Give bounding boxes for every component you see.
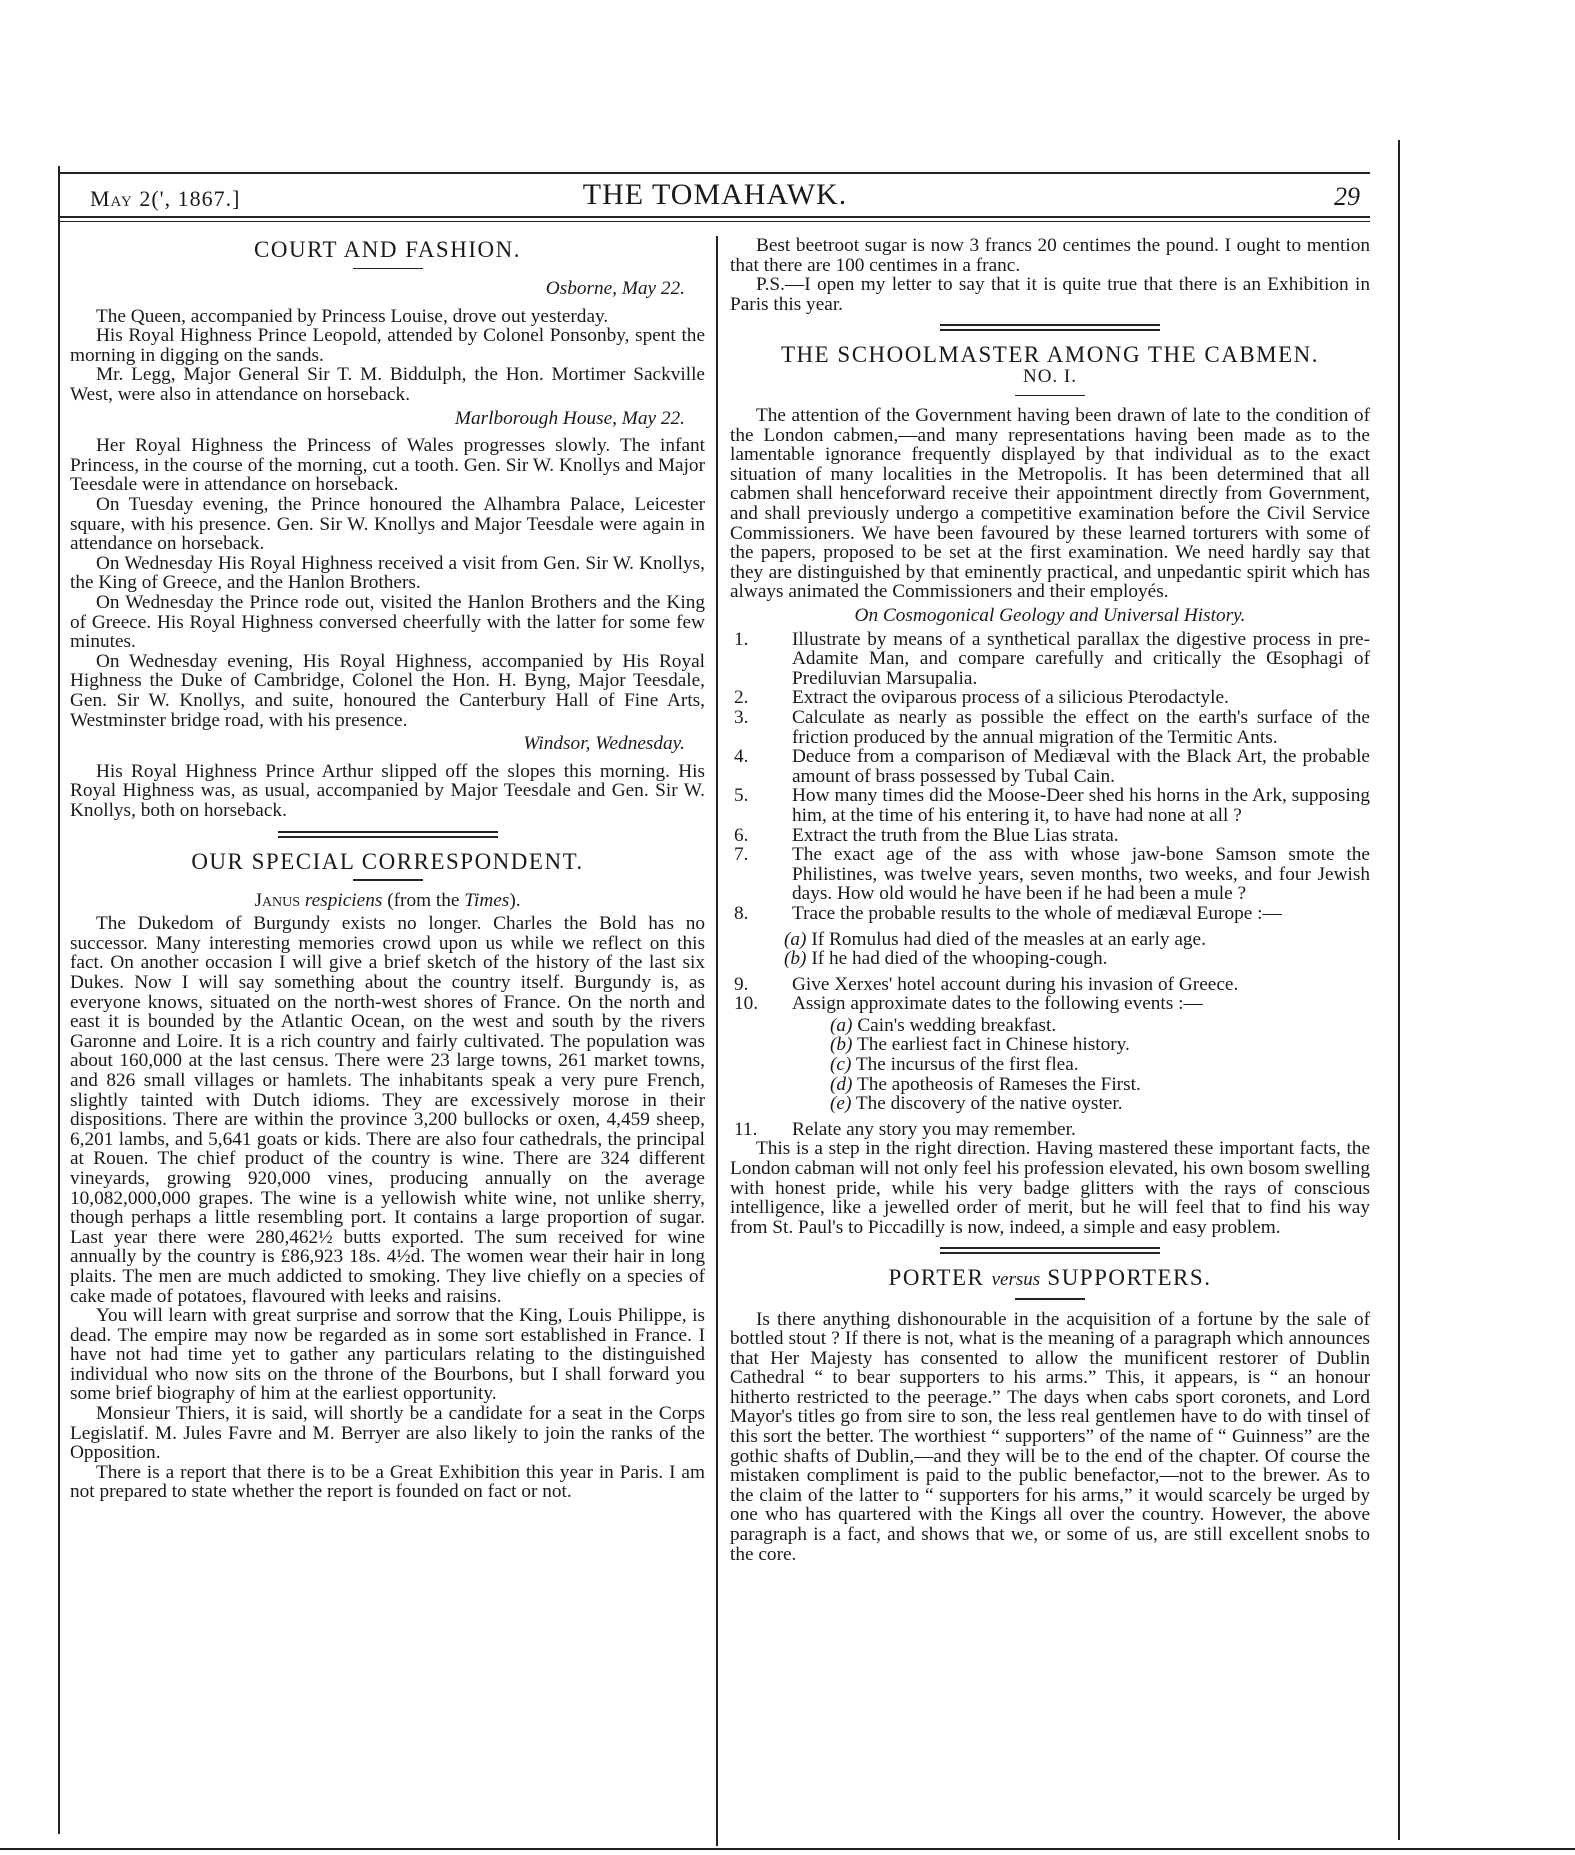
left-column: [70, 236, 705, 1502]
court-heading: COURT AND FASHION.: [254, 237, 521, 262]
sub-text: If he had died of the whooping-cough.: [811, 948, 1108, 970]
sub-text: The apotheosis of Rameses the First.: [856, 1073, 1141, 1095]
correspondent-heading: OUR SPECIAL CORRESPONDENT.: [191, 848, 584, 874]
section-divider: [940, 324, 1160, 331]
sub-text: The incursus of the first flea.: [855, 1054, 1079, 1076]
sub-text: Cain's wedding breakfast.: [857, 1014, 1057, 1036]
question-item: [730, 994, 1370, 1014]
question-text: The exact age of the ass with whose jaw-bone Samson smote the Philistines, was twelve years, seven months, two weeks, and four Jewish days. How old would he have been if he had been a mule ?: [792, 844, 1370, 905]
short-rule: [353, 879, 423, 881]
question-item: [730, 1120, 1370, 1140]
schoolmaster-intro: The attention of the Government having been drawn of late to the condition of the London cabmen,—and many representations having been made as to the lamentable ignorance frequently displayed by that individual as to the exact situation of many localities in the Metropolis. It has been determined that all cabmen shall henceforward receive their appointment directly from Government, and shall previously undergo a competitive examination before the Civil Service Commissioners. We have been favoured by these learned torturers with some of the papers, proposed to be set at the first examination. We need hardly say that they are distinguished by that eminently practical, and unpedantic spirit which has always animated the Commissioners and their employés.: [730, 405, 1370, 603]
court-paragraph: The Queen, accompanied by Princess Louise, drove out yesterday.: [96, 305, 609, 327]
footer-rule: [0, 1848, 1575, 1850]
sub-letter: (d): [830, 1073, 853, 1095]
question-number: 8.: [734, 902, 749, 924]
question-text: Deduce from a comparison of Mediæval with the Black Art, the probable amount of brass possessed by Tubal Cain.: [792, 746, 1370, 787]
court-paragraph: Mr. Legg, Major General Sir T. M. Biddulph, the Hon. Mortimer Sackville West, were also in attendance on horseback.: [70, 364, 705, 406]
sub-text: If Romulus had died of the measles at an early age.: [811, 928, 1206, 950]
carryover-paragraph: Best beetroot sugar is now 3 francs 20 centimes the pound. I ought to mention that there are 100 centimes in a franc.: [730, 235, 1370, 276]
question-item: [730, 786, 1370, 825]
byline-janus: Janus: [254, 889, 301, 911]
porter-heading: [730, 1265, 1370, 1291]
schoolmaster-subheading: NO. I.: [1022, 365, 1078, 387]
court-paragraph: On Wednesday evening, His Royal Highness, accompanied by His Royal Highness the Duke of Cambridge, Colonel the Hon. H. Byng, Major Teesdale, Gen. Sir W. Knollys, and suite, honoured the Canterbury Hall of Fine Arts, Westminster bridge road, with his presence.: [70, 650, 705, 731]
byline-times: Times: [464, 889, 510, 911]
question-item: [730, 747, 1370, 786]
byline-end: ).: [509, 889, 521, 911]
sub-letter: (b): [830, 1034, 853, 1056]
question-number: 4.: [734, 746, 749, 768]
column-divider: [716, 236, 718, 1846]
schoolmaster-closing: This is a step in the right direction. Having mastered these important facts, the London cabman will not only feel his profession elevated, his own bosom swelling with honest pride, while his very badge glitters with the rays of conscious intelligence, like a jewelled order of merit, but he will feel that to find his way from St. Paul's to Piccadilly is now, indeed, a simple and easy problem.: [730, 1138, 1370, 1238]
byline-respiciens: respiciens: [304, 889, 383, 911]
court-paragraph: On Wednesday His Royal Highness received a visit from Gen. Sir W. Knollys, the King of Greece, and the Hanlon Brothers.: [70, 552, 705, 594]
page-header: [60, 176, 1370, 216]
dateline-osborne: Osborne, May 22.: [545, 278, 685, 300]
question-text: Relate any story you may remember.: [792, 1118, 1076, 1140]
page-number: 29: [1334, 182, 1360, 211]
sub-list: [730, 1016, 1370, 1114]
sub-text: The discovery of the native oyster.: [855, 1093, 1123, 1115]
question-text: How many times did the Moose-Deer shed his horns in the Ark, supposing him, at the time of his entering it, to have had none at all ?: [792, 785, 1370, 826]
right-border: [1398, 140, 1400, 1840]
question-number: 5.: [734, 785, 749, 807]
question-text: Give Xerxes' hotel account during his invasion of Greece.: [792, 973, 1239, 995]
short-rule: [1015, 1298, 1085, 1300]
header-bottom-rule: [58, 216, 1370, 218]
schoolmaster-heading: THE SCHOOLMASTER AMONG THE CABMEN.: [780, 342, 1320, 368]
question-item: [730, 708, 1370, 747]
question-number: 2.: [734, 687, 749, 709]
question-item: [730, 845, 1370, 904]
question-text: Extract the oviparous process of a silicious Pterodactyle.: [792, 687, 1229, 709]
court-paragraph: On Wednesday the Prince rode out, visited the Hanlon Brothers and the King of Greece. His Royal Highness conversed cheerfully with the latter for some few minutes.: [70, 592, 705, 653]
header-bottom-rule-2: [58, 221, 1370, 222]
court-paragraph: His Royal Highness Prince Leopold, attended by Colonel Ponsonby, spent the morning in digging on the sands.: [70, 325, 705, 366]
porter-heading-word: SUPPORTERS.: [1047, 1265, 1212, 1291]
exam-questions: [730, 630, 1370, 924]
sub-letter: (a): [784, 928, 807, 950]
sub-item: [830, 1035, 1370, 1055]
correspondent-paragraph: You will learn with great surprise and sorrow that the King, Louis Philippe, is dead. The empire may now be regarded as in some sort established in France. I have not had time yet to gather any particulars relating to the distinguished individual who now sits on the throne of the Bourbons, but I shall forward you some brief biography of him at the earliest opportunity.: [70, 1305, 705, 1405]
short-rule: [353, 268, 423, 270]
sub-item: [830, 1016, 1370, 1036]
question-text: Trace the probable results to the whole of mediæval Europe :—: [792, 902, 1282, 924]
question-text: Extract the truth from the Blue Lias strata.: [792, 824, 1119, 846]
sub-item: [830, 1055, 1370, 1075]
dateline-marlborough: Marlborough House, May 22.: [454, 407, 685, 429]
question-item: [730, 904, 1370, 924]
question-number: 9.: [734, 973, 749, 995]
question-number: 3.: [734, 706, 749, 728]
sub-letter: (e): [830, 1093, 852, 1115]
question-item: [730, 688, 1370, 708]
sub-item: [730, 930, 1370, 969]
correspondent-paragraph: The Dukedom of Burgundy exists no longer. Charles the Bold has no successor. Many interesting memories crowd upon us while we reflect on this fact. On another occasion I will give a brief sketch of the history of the last six Dukes. Now I will say something about the country itself. Burgundy is, as everyone knows, situated on the north-west shores of France. On the north and east it is bounded by the Atlantic Ocean, on the west and south by the rivers Garonne and Loire. It is a rich country and fairly cultivated. The population was about 160,000 at the last census. There were 23 large towns, 261 market towns, and 826 small villages or hamlets. The inhabitants speak a very pure French, slightly tainted with Dutch idioms. They are excessively morose in their dispositions. There are within the province 3,200 bullocks or oxen, 4,459 sheep, 6,201 lambs, and 5,641 goats or kids. There are also four cathedrals, the principal at Rouen. The chief product of the country is wine. There are 324 different vineyards, growing 920,000 vines, producing annually on the average 10,082,000,000 grapes. The wine is a yellowish white wine, not unlike sherry, though perhaps a little resembling port. It contains a large proportion of sugar. Last year there were 280,462½ butts exported. The sum received for wine annually by the country is £86,923 18s. 4½d. The women wear their hair in long plaits. The men are much addicted to smoking. They live chiefly on a species of cake made of potatoes, flavoured with leeks and raisins.: [70, 913, 705, 1307]
carryover-paragraph: P.S.—I open my letter to say that it is quite true that there is an Exhibition in Paris this year.: [730, 274, 1370, 315]
court-paragraph: His Royal Highness Prince Arthur slipped off the slopes this morning. His Royal Highness was, as usual, accompanied by Major Teesdale and Gen. Sir W. Knollys, both on horseback.: [70, 760, 705, 821]
short-rule: [1015, 395, 1085, 397]
question-number: 10.: [734, 993, 759, 1015]
byline-from: (from the: [387, 889, 460, 911]
sub-text: The earliest fact in Chinese history.: [856, 1034, 1130, 1056]
question-item: [730, 630, 1370, 689]
question-text: Illustrate by means of a synthetical parallax the digestive process in pre-Adamite Man, and compare carefully and critically the Œsophagi of Prediluvian Marsupalia.: [792, 628, 1370, 689]
correspondent-paragraph: Monsieur Thiers, it is said, will shortly be a candidate for a seat in the Corps Legislatif. M. Jules Favre and M. Berryer are also likely to join the ranks of the Opposition.: [70, 1403, 705, 1464]
question-item: [730, 826, 1370, 846]
porter-heading-versus: versus: [991, 1269, 1041, 1291]
question-item: [730, 975, 1370, 995]
court-paragraph: On Tuesday evening, the Prince honoured the Alhambra Palace, Leicester square, with his presence. Gen. Sir W. Knollys and Major Teesdale were again in attendance on horseback.: [70, 494, 705, 555]
question-number: 1.: [734, 628, 749, 650]
question-number: 7.: [734, 844, 749, 866]
left-border: [58, 166, 60, 1834]
section-divider: [278, 831, 498, 838]
sub-letter: (a): [830, 1014, 853, 1036]
question-text: Assign approximate dates to the following events :—: [792, 993, 1203, 1015]
section-divider: [940, 1247, 1160, 1254]
question-number: 11.: [734, 1118, 758, 1140]
question-text: Calculate as nearly as possible the effect on the earth's surface of the friction produced by the annual migration of the Termitic Ants.: [792, 706, 1370, 748]
correspondent-paragraph: There is a report that there is to be a Great Exhibition this year in Paris. I am not prepared to state whether the report is founded on fact or not.: [70, 1461, 705, 1503]
porter-heading-word: PORTER: [888, 1265, 985, 1291]
exam-questions-cont: [730, 975, 1370, 1014]
dateline-windsor: Windsor, Wednesday.: [523, 733, 685, 755]
sub-letter: (b): [784, 948, 807, 970]
issue-date: May 2(', 1867.]: [90, 186, 241, 211]
header-top-rule: [58, 172, 1370, 174]
sub-letter: (c): [830, 1054, 852, 1076]
exam-questions-last: [730, 1120, 1370, 1140]
correspondent-byline: [70, 891, 705, 911]
court-paragraph: Her Royal Highness the Princess of Wales progresses slowly. The infant Princess, in the course of the morning, cut a tooth. Gen. Sir W. Knollys and Major Teesdale were in attendance on horseback.: [70, 435, 705, 496]
right-column: [730, 236, 1370, 1564]
porter-paragraph: Is there anything dishonourable in the acquisition of a fortune by the sale of bottled stout ? If there is not, what is the meaning of a paragraph which announces that Her Majesty has consented to allow the munificent restorer of Dublin Cathedral “ to bear supporters to his arms.” This, it appears, is “ an honour hitherto restricted to the peerage.” The days when cabs sport coronets, and Lord Mayor's titles go from sire to son, the less real gentlemen have to do with tinsel of this sort the better. The worthiest “ supporters” of the name of “ Guinness” are the gothic shafts of Dublin,—and they will be to the end of the chapter. Of course the mistaken compliment is paid to the public benefactor,—not to the brewer. As to the claim of the latter to “ supporters for his arms,” it would scarcely be urged by one who has quartered with the Kings all over the country. However, the above paragraph is a fact, and shows that we, or some of us, are still excellent snobs to the core.: [730, 1308, 1370, 1565]
sub-item: [830, 1094, 1370, 1114]
exam-title: On Cosmogonical Geology and Universal History.: [854, 605, 1246, 626]
sub-item: [830, 1075, 1370, 1095]
question-number: 6.: [734, 824, 749, 846]
masthead-title: THE TOMAHAWK.: [582, 178, 848, 211]
